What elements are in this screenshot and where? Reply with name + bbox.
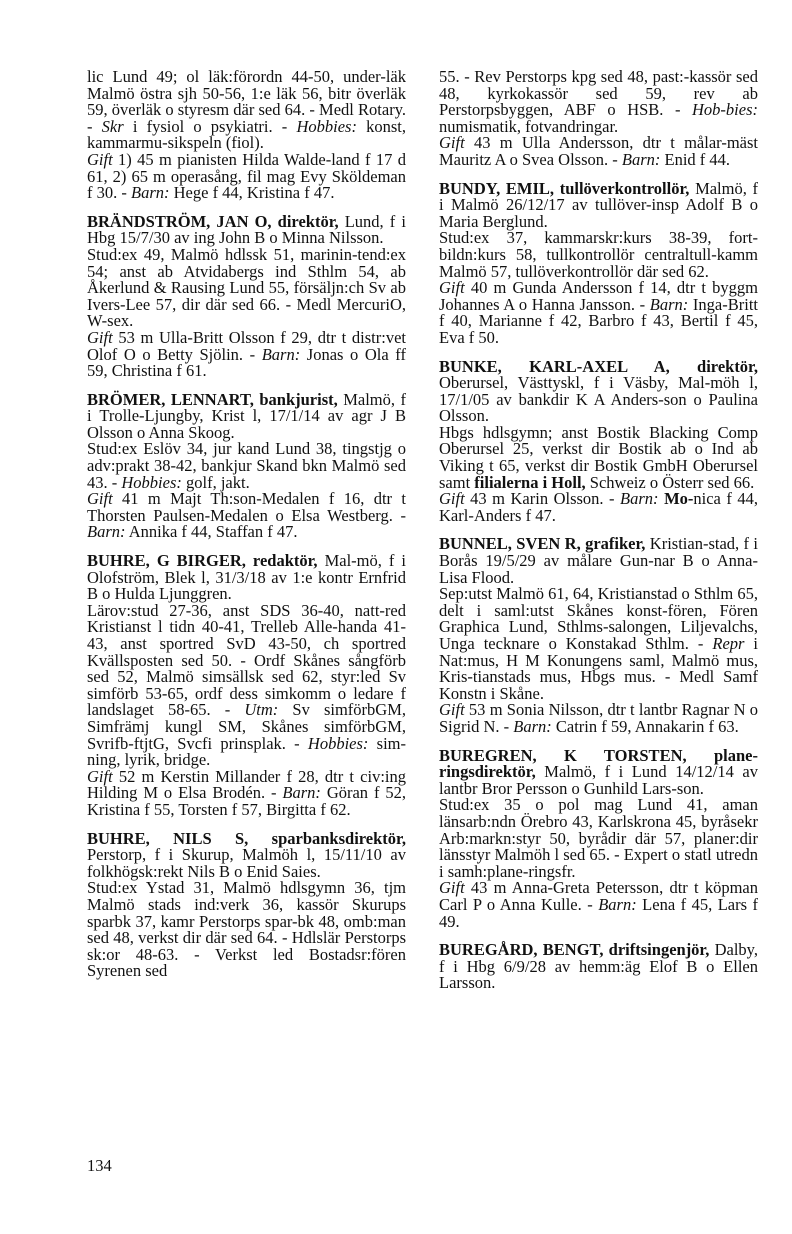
- entry-text: Stud:ex 37, kammarskr:kurs 38-39, fort-bildn:kurs 58, tullkontrollör centraltull-kamm Malmö 57, tullöverkontrollör där sed 62.: [439, 228, 758, 281]
- entry-italic-label: Gift: [87, 766, 113, 786]
- entry-italic-label: Hobbies:: [307, 733, 369, 753]
- entry-italic-label: Hob-bies:: [692, 100, 758, 120]
- entry-text: i fysiol o psykiatri. -: [123, 116, 297, 136]
- biography-entry-bunnel: [439, 536, 758, 735]
- entry-text: sim-ning, lyrik, bridge.: [87, 733, 406, 770]
- entry-heading: BUHRE, NILS S, sparbanksdirektör,: [87, 828, 406, 848]
- entry-text: 53 m Sonia Nilsson, dtr t lantbr Ragnar N o Sigrid N. -: [439, 700, 758, 736]
- entry-text: 43 m Anna-Greta Petersson, dtr t köpman Carl P o Anna Kulle. -: [439, 878, 758, 914]
- entry-text: 43 m Ulla Andersson, dtr t målar-mäst Mauritz A o Svea Olsson. -: [439, 133, 758, 169]
- entry-italic-label: Gift: [439, 133, 465, 153]
- entry-text: Inga-Britt f 40, Marianne f 42, Barbro f 43, Bertil f 45, Eva f 50.: [439, 294, 758, 347]
- entry-italic-label: Barn:: [282, 783, 321, 803]
- biography-entry-brandstrom: [87, 211, 406, 381]
- entry-italic-label: Gift: [439, 278, 465, 298]
- biography-entry-cont-1: [87, 69, 406, 202]
- entry-italic-label: Barn:: [513, 716, 552, 736]
- entry-text: Oberursel, Västtyskl, f i Väsby, Mal-möh l, 17/1/05 av bankdir K A Anders-son o Paulina Olsson.: [439, 373, 758, 426]
- column-right: [439, 69, 758, 1004]
- biography-entry-cont-2: [439, 69, 758, 169]
- biography-entry-buregard: [439, 942, 758, 992]
- entry-heading: BRÄNDSTRÖM, JAN O, direktör,: [87, 211, 339, 231]
- entry-text: Dalby, f i Hbg 6/9/28 av hemm:äg Elof B o Ellen Larsson.: [439, 940, 758, 993]
- entry-text: 40 m Gunda Andersson f 14, dtr t byggm Johannes A o Hanna Jansson. -: [439, 278, 758, 314]
- entry-text: i Nat:mus, H M Konungens saml, Malmö mus, Kris-tianstads mus, Hbgs mus. - Medl Samf Konstn i Skåne.: [439, 634, 758, 703]
- entry-text: Lund, f i Hbg 15/7/30 av ing John B o Minna Nilsson.: [87, 211, 406, 248]
- entry-italic-label: Barn:: [598, 894, 637, 914]
- entry-text: Stud:ex Ystad 31, Malmö hdlsgymn 36, tjm Malmö stads ind:verk 36, kassör Skurups sparbk 37, kamr Perstorps spar-bk 48, omb:man sed 48, verkst dir där sed 64. - Hdlslär Perstorps sk:or 48-63. - Verkst led Bostadsr:fören Syrenen sed: [87, 878, 406, 981]
- entry-heading: BUNDY, EMIL, tullöverkontrollör,: [439, 178, 690, 198]
- entry-text: lic Lund 49; ol läk:förordn 44-50, under-läk Malmö östra sjh 50-56, 1:e läk 56, bitr överläk 59, överläk o styresm där sed 64. - Medl Rotary. -: [87, 67, 406, 136]
- entry-text: numismatik, fotvandringar.: [439, 116, 619, 136]
- entry-italic-label: Barn:: [621, 149, 661, 169]
- entry-italic-label: Barn:: [620, 489, 659, 509]
- entry-text: 53 m Ulla-Britt Olsson f 29, dtr t distr:vet Olof O o Betty Sjölin. -: [87, 327, 406, 364]
- entry-text: Mal-mö, f i Olofström, Blek l, 31/3/18 av 1:e kontr Ernfrid B o Hulda Ljunggren.: [87, 551, 406, 604]
- entry-italic-label: Repr: [712, 634, 745, 653]
- entry-text: 55. - Rev Perstorps kpg sed 48, past:-kassör sed 48, kyrkokassör sed 59, rev ab Perstorpsbyggen, ABF o HSB. -: [439, 67, 758, 120]
- entry-text: 52 m Kerstin Millander f 28, dtr t civ:ing Hilding M o Elsa Brodén. -: [87, 766, 406, 803]
- entry-italic-label: Hobbies:: [121, 472, 182, 492]
- entry-text: Kristian-stad, f i Borås 19/5/29 av målare Gun-nar B o Anna-Lisa Flood.: [439, 534, 758, 587]
- entry-text: Malmö, f i Malmö 26/12/17 av tullöver-insp Adolf B o Maria Berglund.: [439, 178, 758, 231]
- entry-text: Sep:utst Malmö 61, 64, Kristianstad o Sthlm 65, delt i saml:utst Skånes konst-fören, Fören Graphica Lund, Sthlms-salongen, Liljevalchs, Unga tecknare o Konstakad Sthlm. -: [439, 584, 759, 653]
- entry-text: Enid f 44.: [660, 149, 731, 169]
- biography-entry-buregren: [439, 745, 758, 931]
- biography-entry-bromer: [87, 389, 406, 542]
- column-left: [87, 69, 406, 992]
- entry-italic-label: Barn:: [261, 344, 301, 364]
- entry-text: Annika f 44, Staffan f 47.: [125, 522, 298, 542]
- entry-italic-label: Barn:: [649, 294, 689, 314]
- entry-italic-label: Barn:: [87, 522, 126, 542]
- entry-text: 41 m Majt Th:son-Medalen f 16, dtr t Thorsten Paulsen-Medalen o Elsa Westberg. -: [87, 489, 406, 525]
- entry-text: Schweiz o Österr sed 66.: [585, 472, 755, 492]
- page-number: 134: [87, 1156, 112, 1175]
- entry-text: Malmö, f i Trolle-Ljungby, Krist l, 17/1/14 av agr J B Olsson o Anna Skoog.: [87, 389, 406, 442]
- biography-entry-bundy: [439, 178, 758, 347]
- entry-italic-label: Gift: [87, 149, 113, 169]
- entry-heading: BUREGÅRD, BENGT, driftsingenjör,: [439, 940, 710, 960]
- entry-text: Stud:ex 49, Malmö hdlssk 51, marinin-tend:ex 54; anst ab Atvidabergs ind Sthlm 54, ab Åkerlund & Rausing Lund 55, försäljn:ch Sv ab Ivers-Lee 57, dir där sed 66. - Medl MercuriO, W-sex.: [87, 244, 406, 331]
- entry-italic-label: Gift: [439, 489, 465, 509]
- entry-text: Stud:ex 35 o pol mag Lund 41, aman länsarb:ndn Örebro 43, Karlskrona 45, byråsekr Arb:markn:styr 50, byrådir där 57, planer:dir länsstyr Malmöh l sed 65. - Expert o statl utredn i samh:plane-ringsfr.: [439, 795, 758, 881]
- entry-heading: BUNKE, KARL-AXEL A, direktör,: [439, 356, 758, 376]
- entry-heading: BRÖMER, LENNART, bankjurist,: [87, 389, 338, 409]
- entry-heading: BUHRE, G BIRGER, redaktör,: [87, 551, 318, 571]
- entry-italic-label: Skr: [101, 116, 124, 136]
- entry-text: 1) 45 m pianisten Hilda Walde-land f 17 d 61, 2) 65 m operasång, fil mag Evy Sköldeman f 30. -: [87, 149, 406, 203]
- entry-text: Göran f 52, Kristina f 55, Torsten f 57, Birgitta f 62.: [87, 783, 406, 819]
- entry-text: Lärov:stud 27-36, anst SDS 36-40, natt-red Kristianst l tidn 40-41, Trelleb Alle-handa 41-43, anst sportred SvD 43-50, ch sportred Kvällsposten sed 50. - Ordf Skånes sångförb sed 52, Malmö simsällsk sed 62, styr:led Sv simförb 53-65, ordf dess simkomm o ledare f landslaget 58-65. -: [87, 600, 406, 720]
- entry-italic-label: Gift: [439, 878, 465, 898]
- entry-heading: BUREGREN, K TORSTEN, plane-ringsdirektör,: [439, 745, 758, 782]
- biography-entry-bunke: [439, 356, 758, 525]
- entry-italic-label: Gift: [87, 489, 113, 509]
- entry-text: Hbgs hdlsgymn; anst Bostik Blacking Comp Oberursel 25, verkst dir Bostik ab o Ind ab Viking t 65, verkst dir Bostik GmbH Oberursel samt: [439, 422, 758, 492]
- biography-entry-buhre-g: [87, 553, 406, 819]
- entry-text: Catrin f 59, Annakarin f 63.: [551, 716, 739, 736]
- entry-text: Jonas o Ola ff 59, Christina f 61.: [87, 344, 406, 381]
- entry-italic-label: Gift: [87, 327, 113, 347]
- entry-italic-label: Barn:: [131, 183, 170, 203]
- entry-heading: BUNNEL, SVEN R, grafiker,: [439, 534, 646, 554]
- entry-text: Lena f 45, Lars f 49.: [439, 894, 758, 931]
- entry-text: Sv simförbGM, Simfrämj kungl SM, Skånes simförbGM, Svrifb-ftjtG, Svcfi prinsplak. -: [87, 700, 407, 753]
- entry-text: 43 m Karin Olsson. -: [464, 489, 621, 509]
- entry-italic-label: Utm:: [244, 700, 279, 720]
- entry-text: Stud:ex Eslöv 34, jur kand Lund 38, tingstjg o adv:prakt 38-42, bankjur Skand bkn Malmö sed 43. -: [87, 439, 406, 492]
- entry-heading: Mo-: [664, 489, 694, 509]
- entry-text: konst, kammarmu-sikspeln (fiol).: [87, 116, 406, 153]
- entry-text: golf, jakt.: [181, 472, 250, 492]
- entry-heading: filialerna i Holl,: [474, 472, 586, 492]
- entry-text: Malmö, f i Lund 14/12/14 av lantbr Bror Persson o Gunhild Lars-son.: [439, 762, 758, 798]
- entry-text: nica f 44, Karl-Anders f 47.: [439, 489, 758, 525]
- biography-entry-buhre-n: [87, 828, 406, 981]
- entry-text: Hege f 44, Kristina f 47.: [169, 183, 335, 203]
- entry-text: Perstorp, f i Skurup, Malmöh l, 15/11/10 av folkhögsk:rekt Nils B o Enid Saies.: [87, 845, 406, 881]
- entry-italic-label: Gift: [439, 700, 465, 720]
- entry-italic-label: Hobbies:: [296, 116, 357, 136]
